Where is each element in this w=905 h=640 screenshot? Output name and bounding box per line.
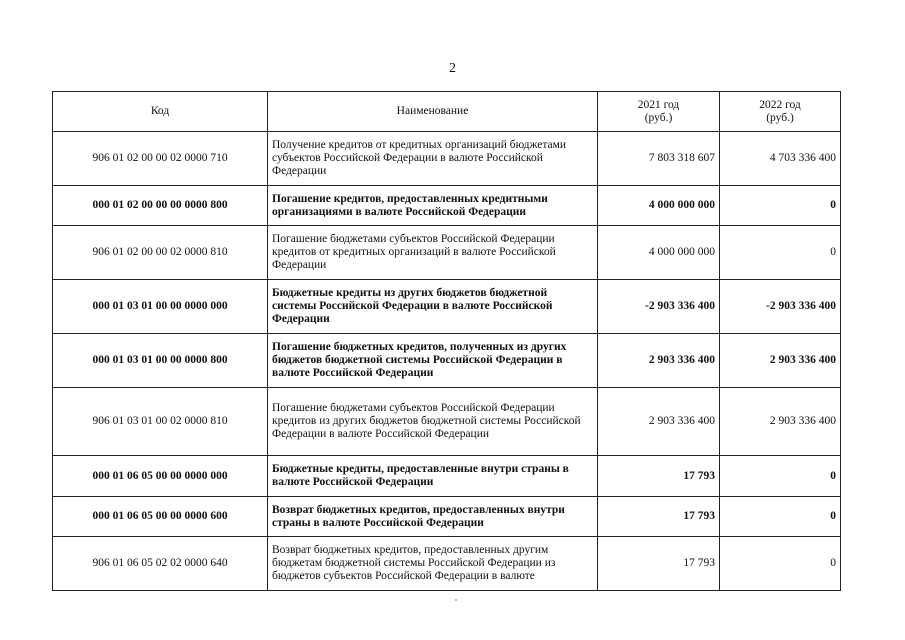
- header-2021: [598, 92, 720, 132]
- row-value-2021: 2 903 336 400: [598, 388, 720, 456]
- budget-sources-table: [52, 91, 841, 591]
- row-name: Возврат бюджетных кредитов, предоставленных внутри страны в валюте Российской Федерации: [268, 497, 598, 537]
- table-row: [53, 537, 841, 591]
- row-value-2021: 4 000 000 000: [598, 226, 720, 280]
- row-code: 000 01 03 01 00 00 0000 000: [53, 280, 268, 334]
- row-code: 000 01 06 05 00 00 0000 000: [53, 456, 268, 497]
- scan-artifact: [455, 599, 457, 601]
- row-name: Погашение бюджетами субъектов Российской Федерации кредитов от кредитных организаций в валюте Российской Федерации: [268, 226, 598, 280]
- row-code: 906 01 03 01 00 02 0000 810: [53, 388, 268, 456]
- table-row: [53, 226, 841, 280]
- table-row: [53, 388, 841, 456]
- header-2022-unit: (руб.): [766, 111, 794, 124]
- row-name: Погашение кредитов, предоставленных кредитными организациями в валюте Российской Федерации: [268, 186, 598, 226]
- header-code: Код: [53, 92, 268, 132]
- row-name: Погашение бюджетами субъектов Российской Федерации кредитов из других бюджетов бюджетной системы Российской Федерации в валюте Российской Федерации: [268, 388, 598, 456]
- row-code: 906 01 02 00 00 02 0000 710: [53, 132, 268, 186]
- row-name: Получение кредитов от кредитных организаций бюджетами субъектов Российской Федерации в валюте Российской Федерации: [268, 132, 598, 186]
- row-value-2022: 2 903 336 400: [720, 334, 841, 388]
- row-value-2021: -2 903 336 400: [598, 280, 720, 334]
- table-row: [53, 280, 841, 334]
- header-2021-unit: (руб.): [644, 111, 673, 124]
- row-name: Бюджетные кредиты из других бюджетов бюджетной системы Российской Федерации в валюте Российской Федерации: [268, 280, 598, 334]
- header-2021-year: 2021 год: [637, 98, 680, 111]
- row-value-2021: 17 793: [598, 456, 720, 497]
- row-code: 906 01 02 00 00 02 0000 810: [53, 226, 268, 280]
- table-header-row: [53, 92, 841, 132]
- page-number: 2: [449, 61, 456, 76]
- row-value-2022: 0: [720, 226, 841, 280]
- row-code: 906 01 06 05 02 02 0000 640: [53, 537, 268, 591]
- header-2022-year: 2022 год: [759, 98, 801, 111]
- row-value-2021: 2 903 336 400: [598, 334, 720, 388]
- row-value-2021: 4 000 000 000: [598, 186, 720, 226]
- row-value-2022: 0: [720, 537, 841, 591]
- header-name: Наименование: [268, 92, 598, 132]
- row-value-2022: 2 903 336 400: [720, 388, 841, 456]
- table-row: [53, 186, 841, 226]
- row-value-2022: 4 703 336 400: [720, 132, 841, 186]
- row-value-2021: 7 803 318 607: [598, 132, 720, 186]
- row-value-2022: -2 903 336 400: [720, 280, 841, 334]
- table-row: [53, 132, 841, 186]
- row-value-2022: 0: [720, 497, 841, 537]
- table-body: [53, 132, 841, 591]
- row-value-2021: 17 793: [598, 497, 720, 537]
- row-code: 000 01 06 05 00 00 0000 600: [53, 497, 268, 537]
- table-row: [53, 456, 841, 497]
- table-row: [53, 334, 841, 388]
- row-value-2022: 0: [720, 186, 841, 226]
- row-value-2021: 17 793: [598, 537, 720, 591]
- row-name: Бюджетные кредиты, предоставленные внутри страны в валюте Российской Федерации: [268, 456, 598, 497]
- row-name: Возврат бюджетных кредитов, предоставленных другим бюджетам бюджетной системы Российской Федерации из бюджетов субъектов Российской Федерации в валюте: [268, 537, 598, 591]
- row-value-2022: 0: [720, 456, 841, 497]
- row-name: Погашение бюджетных кредитов, полученных из других бюджетов бюджетной системы Российской Федерации в валюте Российской Федерации: [268, 334, 598, 388]
- row-code: 000 01 03 01 00 00 0000 800: [53, 334, 268, 388]
- header-2022: [720, 92, 841, 132]
- table-row: [53, 497, 841, 537]
- row-code: 000 01 02 00 00 00 0000 800: [53, 186, 268, 226]
